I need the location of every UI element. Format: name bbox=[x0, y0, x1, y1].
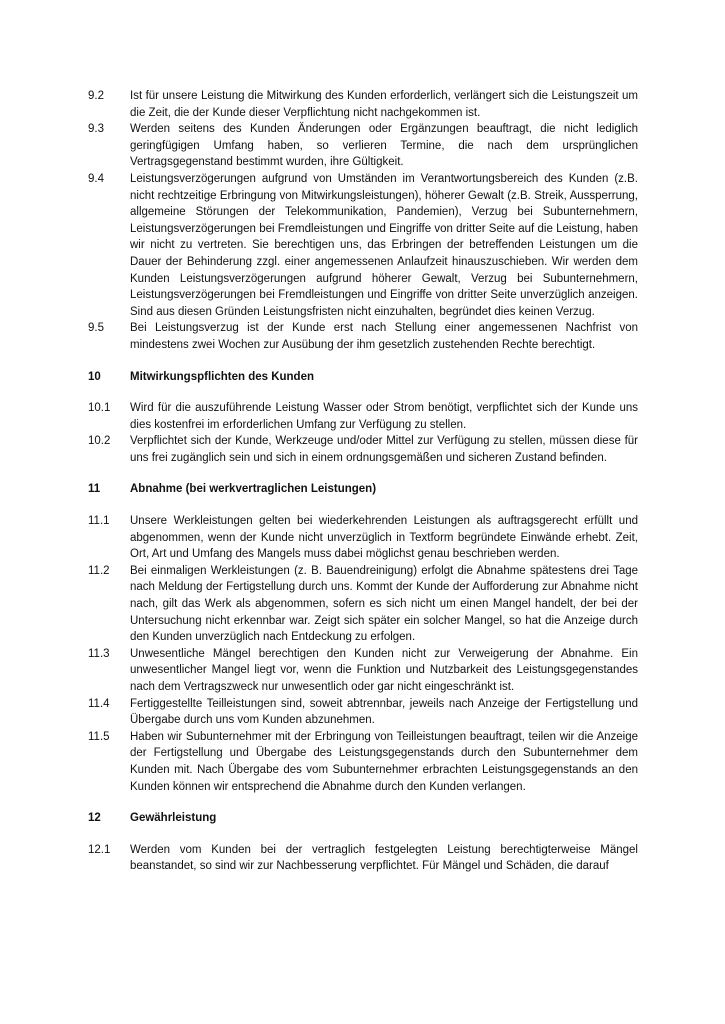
clause-text: Werden vom Kunden bei der vertraglich festgelegten Leistung berechtigterweise Mängel beanstandet, so sind wir zur Nachbesserung verpflichtet. Für Mängel und Schäden, die darauf bbox=[130, 843, 638, 873]
clause-text: Leistungsverzögerungen aufgrund von Umständen im Verantwortungsbereich des Kunden (z.B. nicht rechtzeitige Erbringung von Mitwirkungsleistungen), höherer Gewalt (z.B. Streik, Aussperrung, allgemeine Störungen der Telekommunikation, Pandemien), Verzug bei Subunternehmern, Leistungsverzögerungen bei Fremdleistungen und Eingriffe von dritter Seite auf die Leistung, haben wir nicht zu vertreten. Sie berechtigen uns, das Erbringen der betreffenden Leistungen um die Dauer der Behinderung zzgl. einer angemessenen Anlaufzeit hinauszuschieben. Wir werden dem Kunden Leistungsverzögerungen aufgrund höherer Gewalt, Verzug bei Subunternehmern, Leistungsverzögerungen bei Fremdleistungen und Eingriffe von dritter Seite unverzüglich anzeigen. Sind aus diesen Gründen Leistungsfristen nicht einzuhalten, begründet dies keinen Verzug. bbox=[130, 172, 638, 318]
clause-10-1 bbox=[88, 400, 638, 433]
clause-text: Wird für die auszuführende Leistung Wasser oder Strom benötigt, verpflichtet sich der Kunde uns dies kostenfrei im erforderlichen Umfang zur Verfügung zu stellen. bbox=[130, 402, 638, 431]
clause-number: 9.2 bbox=[88, 90, 104, 102]
clause-text: Unwesentliche Mängel berechtigen den Kunden nicht zur Verweigerung der Abnahme. Ein unwesentlicher Mangel liegt vor, wenn die Funktion und Nutzbarkeit des Leistungsgegenstandes nach dem Vertragszweck nur unwesentlich oder gar nicht eingeschränkt ist. bbox=[130, 647, 638, 693]
clause-number: 11.3 bbox=[88, 647, 110, 660]
clause-9-5 bbox=[88, 320, 638, 353]
clause-text: Bei Leistungsverzug ist der Kunde erst nach Stellung einer angemessenen Nachfrist von mindestens zwei Wochen zur Ausübung der ihm gesetzlich zustehenden Rechte berechtigt. bbox=[130, 322, 638, 351]
clause-number: 11.5 bbox=[88, 730, 110, 743]
clause-number: 9.5 bbox=[88, 322, 104, 335]
clause-text: Verpflichtet sich der Kunde, Werkzeuge und/oder Mittel zur Verfügung zu stellen, müssen diese für uns frei zugänglich sein und sich in einem ordnungsgemäßen und sicheren Zustand befinden. bbox=[130, 435, 638, 464]
clause-11-2 bbox=[88, 563, 638, 646]
clause-text: Unsere Werkleistungen gelten bei wiederkehrenden Leistungen als auftragsgerecht erfüllt und abgenommen, wenn der Kunde nicht unverzüglich in Textform begründete Einwände erhebt. Zeit, Ort, Art und Umfang des Mangels muss dabei möglichst genau beschrieben werden. bbox=[130, 515, 638, 561]
section-title: Mitwirkungspflichten des Kunden bbox=[130, 370, 315, 383]
section-number: 10 bbox=[88, 370, 101, 383]
clause-number: 10.1 bbox=[88, 402, 111, 415]
clause-9-3 bbox=[88, 121, 638, 171]
clause-number: 11.2 bbox=[88, 564, 110, 577]
clause-11-3 bbox=[88, 646, 638, 696]
clause-11-4 bbox=[88, 696, 638, 729]
clause-10-2 bbox=[88, 433, 638, 466]
clause-11-5 bbox=[88, 729, 638, 795]
section-title: Gewährleistung bbox=[130, 812, 217, 825]
clause-11-1 bbox=[88, 513, 638, 563]
clause-number: 10.2 bbox=[88, 435, 111, 448]
section-heading-12 bbox=[88, 810, 638, 827]
clause-number: 12.1 bbox=[88, 843, 111, 856]
clause-text: Werden seitens des Kunden Änderungen oder Ergänzungen beauftragt, die nicht lediglich geringfügigen Umfang haben, so verlieren Termine, die nach dem ursprünglichen Vertragsgegenstand bestimmt wurden, ihre Gültigkeit. bbox=[130, 123, 638, 169]
clause-number: 11.4 bbox=[88, 697, 110, 710]
section-heading-11 bbox=[88, 481, 638, 498]
document-page bbox=[88, 88, 638, 875]
clause-9-2 bbox=[88, 88, 638, 121]
section-number: 11 bbox=[88, 483, 101, 496]
clause-number: 11.1 bbox=[88, 515, 110, 528]
clause-number: 9.3 bbox=[88, 123, 104, 136]
clause-text: Haben wir Subunternehmer mit der Erbringung von Teilleistungen beauftragt, teilen wir die Anzeige der Fertigstellung und Übergabe des Leistungsgegenstands durch den Subunternehmer dem Kunden mit. Nach Übergabe des vom Subunternehmer erbrachten Leistungsgegenstands an den Kunden können wir entsprechend die Abnahme durch den Kunden verlangen. bbox=[130, 730, 638, 793]
clause-9-4 bbox=[88, 171, 638, 320]
clause-text: Fertiggestellte Teilleistungen sind, soweit abtrennbar, jeweils nach Anzeige der Fertigstellung und Übergabe durch uns vom Kunden abzunehmen. bbox=[130, 697, 638, 727]
clause-text: Ist für unsere Leistung die Mitwirkung des Kunden erforderlich, verlängert sich die Leistungszeit um die Zeit, die der Kunde dieser Verpflichtung nicht nachgekommen ist. bbox=[130, 90, 638, 119]
clause-number: 9.4 bbox=[88, 172, 104, 185]
section-title: Abnahme (bei werkvertraglichen Leistungen) bbox=[130, 483, 377, 496]
clause-text: Bei einmaligen Werkleistungen (z. B. Bauendreinigung) erfolgt die Abnahme spätestens drei Tage nach Meldung der Fertigstellung durch uns. Kommt der Kunde der Aufforderung zur Abnahme nicht nach, gilt das Werk als abgenommen, sofern es sich nicht um einen Mangel handelt, der bei der Untersuchung nicht erkennbar war. Zeigt sich später ein solcher Mangel, so hat die Anzeige durch den Kunden unverzüglich nach Entdeckung zu erfolgen. bbox=[130, 564, 638, 644]
clause-12-1 bbox=[88, 842, 638, 875]
section-heading-10 bbox=[88, 369, 638, 386]
section-number: 12 bbox=[88, 812, 101, 825]
